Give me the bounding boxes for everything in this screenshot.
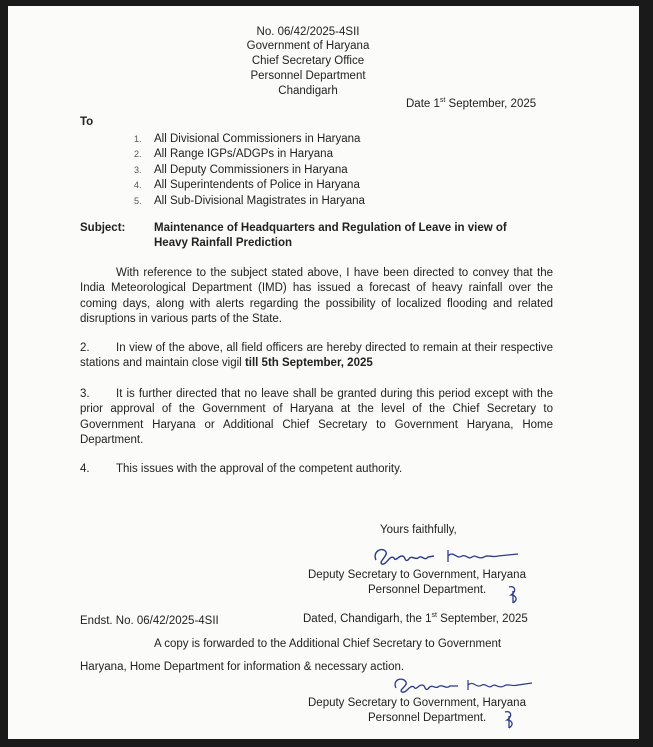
- subject-label: Subject:: [80, 222, 126, 234]
- issuer-office: Chief Secretary Office: [251, 55, 365, 67]
- paragraph-4: 4. This issues with the approval of the competent authority.: [80, 463, 403, 475]
- yours-faithfully: Yours faithfully,: [380, 524, 457, 536]
- list-item: 2. All Range IGPs/ADGPs in Haryana: [134, 148, 333, 161]
- issuer-city: Chandigarh: [278, 85, 338, 97]
- signatory-department: Personnel Department.: [368, 584, 487, 596]
- paragraph-3: 3. It is further directed that no leave shall be granted during this period except with the prior approval of the Government of Haryana at the level of the Chief Secretary to Government Haryana or Additional Chief Secretary to Government Haryana, Home Department.: [80, 388, 553, 446]
- signature-2: [390, 674, 540, 696]
- initial-mark-2: [501, 708, 519, 730]
- list-item: 3. All Deputy Commissioners in Haryana: [134, 163, 348, 176]
- list-item: 5. All Sub-Divisional Magistrates in Haryana: [134, 194, 365, 207]
- subject-line-2: Heavy Rainfall Prediction: [154, 237, 293, 249]
- subject-line-1: Maintenance of Headquarters and Regulation of Leave in view of: [154, 222, 507, 234]
- signatory-designation: Deputy Secretary to Government, Haryana: [308, 569, 526, 581]
- paragraph-1: With reference to the subject stated above, I have been directed to convey that the India Meteorological Department (IMD) has issued a forecast of heavy rainfall over the coming days, along with alerts regarding the possibility of localized flooding and related disruptions in various parts of the State.: [80, 267, 553, 325]
- endorsement-date: Dated, Chandigarh, the 1st September, 2025: [303, 612, 528, 625]
- endorsement-signatory-designation: Deputy Secretary to Government, Haryana: [308, 697, 526, 709]
- to-label: To: [80, 116, 94, 128]
- letter-number: No. 06/42/2025-4SII: [256, 26, 360, 38]
- list-item: 1. All Divisional Commissioners in Haryana: [134, 133, 361, 145]
- endorsement-number: Endst. No. 06/42/2025-4SII: [80, 615, 219, 627]
- recipient-list: [134, 132, 365, 209]
- signature-1: [368, 542, 528, 568]
- paragraph-2: 2. In view of the above, all field officers are hereby directed to remain at their respective stations and maintain close vigil till 5th September, 2025: [80, 342, 553, 370]
- endorsement-line-2: Haryana, Home Department for information & necessary action.: [80, 661, 405, 673]
- endorsement-signatory-department: Personnel Department.: [368, 712, 487, 724]
- endorsement-line-1: A copy is forwarded to the Additional Chief Secretary to Government: [154, 638, 502, 650]
- issuer-department: Personnel Department: [250, 70, 366, 82]
- list-item: 4. All Superintendents of Police in Haryana: [134, 179, 360, 192]
- issuer-government: Government of Haryana: [246, 40, 370, 52]
- document-page: [8, 6, 639, 739]
- letter-date: Date 1st September, 2025: [406, 97, 537, 110]
- initial-mark-1: [505, 583, 523, 605]
